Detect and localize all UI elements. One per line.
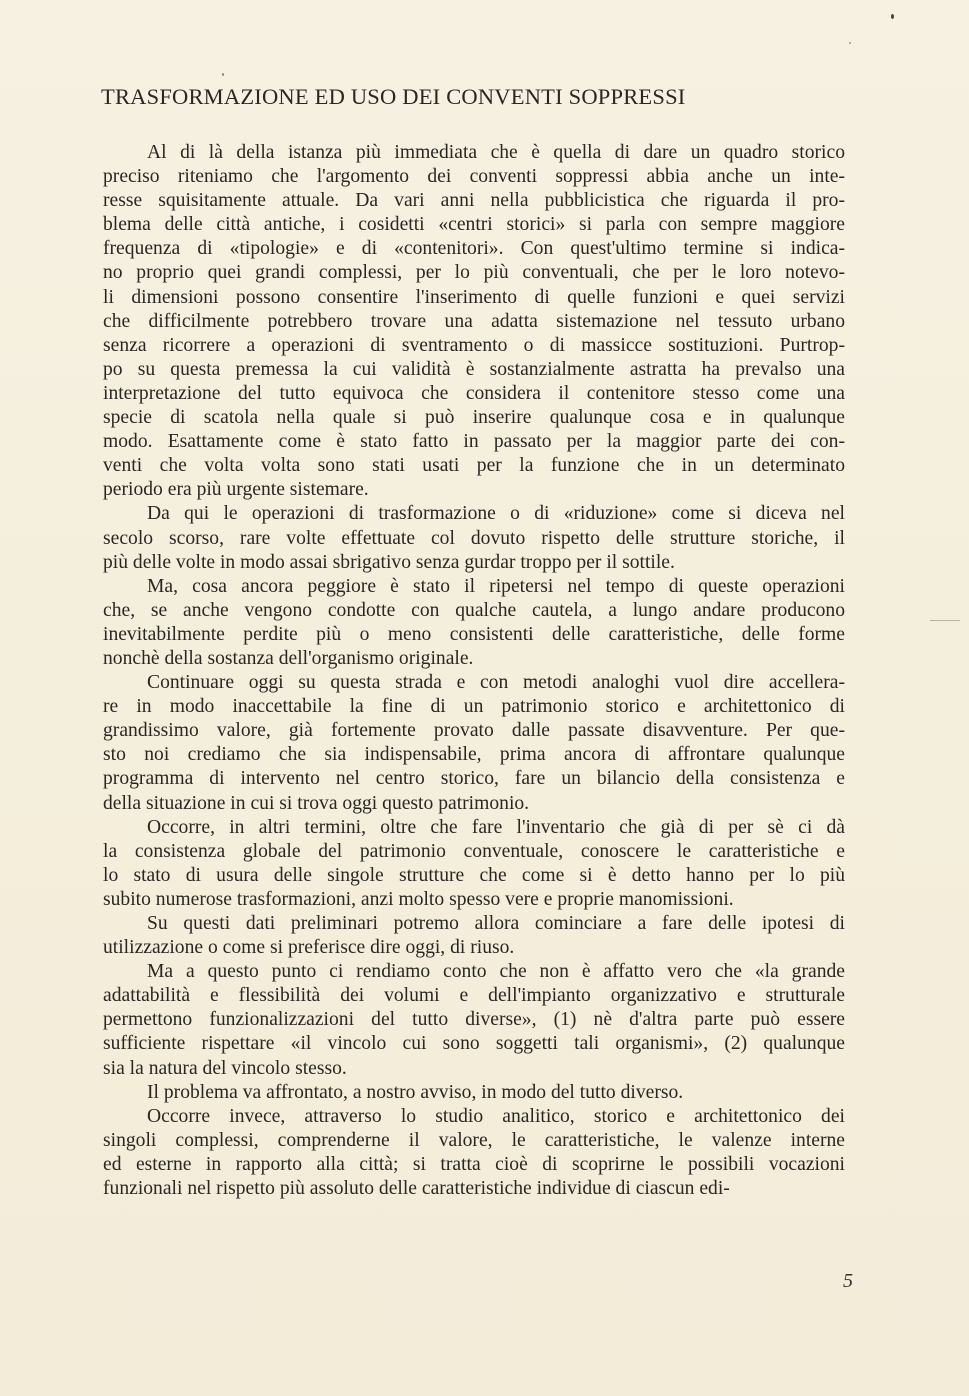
text-line: grandissimo valore, già fortemente provato dalle passate disavventure. Per que- <box>103 720 845 742</box>
text-line: li dimensioni possono consentire l'inserimento di quelle funzioni e quei servizi <box>103 286 845 308</box>
text-line: permettono funzionalizzazioni del tutto diverse», (1) nè d'altra parte può essere <box>103 1009 845 1031</box>
text-line: adattabilità e flessibilità dei volumi e dell'impianto organizzativo e strutturale <box>103 985 845 1007</box>
paper-speck <box>891 14 894 19</box>
text-line: po su questa premessa la cui validità è sostanzialmente astratta ha prevalso una <box>103 358 845 380</box>
text-line: blema delle città antiche, i cosidetti «centri storici» si parla con sempre maggiore <box>103 214 845 236</box>
page-number: 5 <box>843 1270 853 1292</box>
body-text <box>103 141 845 1201</box>
paper-speck <box>222 73 224 76</box>
text-line: no proprio quei grandi complessi, per lo più conventuali, che per le loro notevo- <box>103 262 845 284</box>
text-line: sufficiente rispettare «il vincolo cui sono soggetti tali organismi», (2) qualunque <box>103 1033 845 1055</box>
text-line: Da qui le operazioni di trasformazione o di «riduzione» come si diceva nel <box>147 503 845 525</box>
text-line: della situazione in cui si trova oggi questo patrimonio. <box>103 792 530 814</box>
text-line: Ma a questo punto ci rendiamo conto che non è affatto vero che «la grande <box>147 961 845 983</box>
text-line: più delle volte in modo assai sbrigativo senza gurdar troppo per il sottile. <box>103 551 675 573</box>
text-line: programma di intervento nel centro storico, fare un bilancio della consistenza e <box>103 768 845 790</box>
paragraph <box>103 816 845 912</box>
text-line: Occorre invece, attraverso lo studio analitico, storico e architettonico dei <box>147 1105 845 1127</box>
text-line: sia la natura del vincolo stesso. <box>103 1057 347 1079</box>
paragraph <box>103 960 845 1080</box>
text-line: modo. Esattamente come è stato fatto in passato per la maggior parte dei con- <box>103 431 845 453</box>
paper-speck <box>849 42 851 44</box>
text-line: nonchè della sostanza dell'organismo originale. <box>103 647 474 669</box>
text-line: utilizzazione o come si preferisce dire oggi, di riuso. <box>103 937 515 959</box>
text-line: lo stato di usura delle singole strutture che come si è detto hanno per lo più <box>103 864 845 886</box>
text-line: specie di scatola nella quale si può inserire qualunque cosa e in qualunque <box>103 407 845 429</box>
text-line: Il problema va affrontato, a nostro avviso, in modo del tutto diverso. <box>147 1081 684 1103</box>
text-line: subito numerose trasformazioni, anzi molto spesso vere e proprie manomissioni. <box>103 888 734 910</box>
paragraph <box>103 575 845 671</box>
page-title: TRASFORMAZIONE ED USO DEI CONVENTI SOPPRESSI <box>101 84 686 109</box>
text-line: Al di là della istanza più immediata che è quella di dare un quadro storico <box>147 142 845 163</box>
text-line: venti che volta volta sono stati usati per la funzione che in un determinato <box>103 455 845 477</box>
text-line: Continuare oggi su questa strada e con metodi analoghi vuol dire accellera- <box>147 672 845 694</box>
text-line: Su questi dati preliminari potremo allora cominciare a fare delle ipotesi di <box>147 913 845 934</box>
text-line: sto noi crediamo che sia indispensabile, prima ancora di affrontare qualunque <box>103 744 845 766</box>
paper-speck <box>930 620 960 621</box>
text-line: frequenza di «tipologie» e di «contenitori». Con quest'ultimo termine si indica- <box>103 238 845 260</box>
text-line: preciso riteniamo che l'argomento dei conventi soppressi abbia anche un inte- <box>103 166 845 188</box>
text-line: funzionali nel rispetto più assoluto delle caratteristiche individue di ciascun edi- <box>103 1178 730 1200</box>
text-line: Occorre, in altri termini, oltre che fare l'inventario che già di per sè ci dà <box>147 816 845 838</box>
paragraph <box>103 1081 845 1105</box>
text-line: interpretazione del tutto equivoca che considera il contenitore stesso come una <box>103 382 845 404</box>
text-line: la consistenza globale del patrimonio conventuale, conoscere le caratteristiche e <box>103 840 845 862</box>
text-line: che, se anche vengono condotte con qualche cautela, a lungo andare producono <box>103 599 845 621</box>
text-line: Ma, cosa ancora peggiore è stato il ripetersi nel tempo di queste operazioni <box>147 575 845 597</box>
text-line: resse squisitamente attuale. Da vari anni nella pubblicistica che riguarda il pro- <box>103 190 845 212</box>
text-line: periodo era più urgente sistemare. <box>103 479 369 501</box>
paragraph <box>103 671 845 816</box>
text-line: inevitabilmente perdite più o meno consistenti delle caratteristiche, delle forme <box>103 623 845 645</box>
paragraph <box>103 502 845 574</box>
text-line: ed esterne in rapporto alla città; si tratta cioè di scoprirne le possibili vocazioni <box>103 1153 845 1175</box>
paragraph <box>103 141 845 502</box>
paragraph <box>103 912 845 960</box>
paragraph <box>103 1105 845 1201</box>
text-line: singoli complessi, comprenderne il valore, le caratteristiche, le valenze interne <box>103 1129 845 1151</box>
text-line: re in modo inaccettabile la fine di un patrimonio storico e architettonico di <box>103 696 845 718</box>
text-line: secolo scorso, rare volte effettuate col dovuto rispetto delle strutture storiche, il <box>103 527 845 549</box>
text-line: senza ricorrere a operazioni di sventramento o di massicce sostituzioni. Purtrop- <box>103 334 845 356</box>
text-line: che difficilmente potrebbero trovare una adatta sistemazione nel tessuto urbano <box>103 310 845 332</box>
